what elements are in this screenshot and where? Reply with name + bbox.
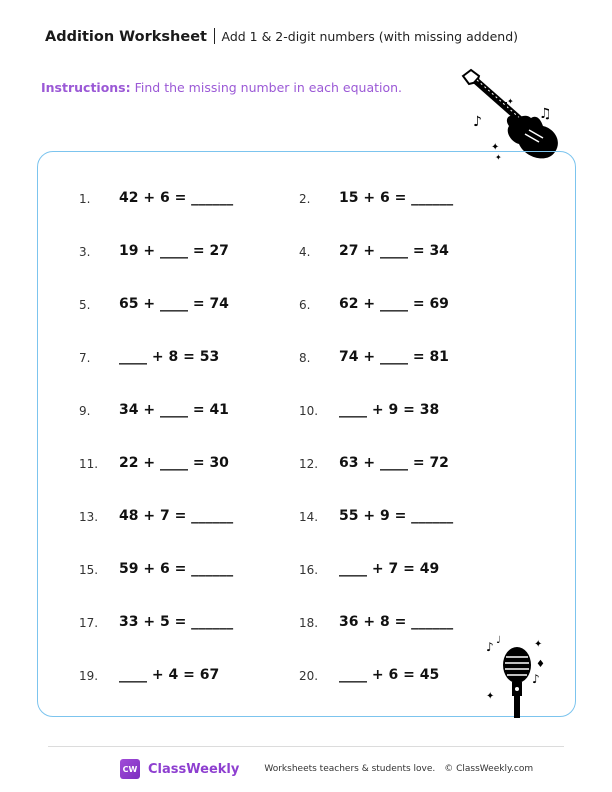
problem-number: 15. [79,563,99,577]
svg-text:♪: ♪ [486,640,494,654]
problem-equation: 34 + ____ = 41 [119,402,229,418]
worksheet-title: Addition Worksheet [45,29,207,45]
problem-equation: 62 + ____ = 69 [339,296,449,312]
svg-text:♦: ♦ [536,659,545,670]
problem-number: 14. [299,510,319,524]
problem-equation: 33 + 5 = ______ [119,614,234,630]
problem-number: 8. [299,351,311,365]
problem-equation: 59 + 6 = ______ [119,561,234,577]
problem-number: 3. [79,245,91,259]
problem-equation: 65 + ____ = 74 [119,296,229,312]
problem-equation: 74 + ____ = 81 [339,349,449,365]
footer-copyright: © ClassWeekly.com [444,764,534,774]
problem-number: 10. [299,404,319,418]
problem-equation: 22 + ____ = 30 [119,455,229,471]
problem-equation: 42 + 6 = ______ [119,190,234,206]
problem-equation: 19 + ____ = 27 [119,243,229,259]
problem-number: 12. [299,457,319,471]
microphone-icon [482,633,552,718]
svg-text:✦: ✦ [491,142,500,153]
problem-equation: 55 + 9 = ______ [339,508,454,524]
instructions-label: Instructions: [41,80,131,95]
problem-equation: ____ + 4 = 67 [119,667,220,683]
problem-equation: ____ + 9 = 38 [339,402,440,418]
svg-text:✦: ✦ [534,639,543,650]
problem-equation: 36 + 8 = ______ [339,614,454,630]
classweekly-logo-icon: CW [120,759,140,779]
svg-text:♪: ♪ [473,114,482,130]
footer-tagline: Worksheets teachers & students love. [264,764,436,774]
problem-number: 4. [299,245,311,259]
instructions [41,80,402,95]
brand-name: ClassWeekly [148,761,240,777]
svg-text:♪: ♪ [532,672,540,686]
problem-equation: 15 + 6 = ______ [339,190,454,206]
problem-number: 16. [299,563,319,577]
footer [120,759,533,779]
problem-number: 17. [79,616,99,630]
problem-number: 7. [79,351,91,365]
problem-number: 11. [79,457,99,471]
problem-number: 5. [79,298,91,312]
problem-number: 19. [79,669,99,683]
problem-number: 18. [299,616,319,630]
svg-text:✦: ✦ [486,691,495,702]
problem-number: 9. [79,404,91,418]
problem-number: 13. [79,510,99,524]
svg-text:♩: ♩ [496,635,501,646]
problem-number: 6. [299,298,311,312]
worksheet-header [45,28,518,45]
worksheet-subtitle: Add 1 & 2-digit numbers (with missing addend) [221,29,519,44]
title-divider [214,28,216,44]
problem-equation: 48 + 7 = ______ [119,508,234,524]
svg-text:♫: ♫ [539,106,552,122]
problem-number: 1. [79,192,91,206]
problem-equation: 63 + ____ = 72 [339,455,449,471]
svg-text:✦: ✦ [495,153,502,162]
svg-text:✦: ✦ [507,97,514,106]
problem-equation: ____ + 7 = 49 [339,561,440,577]
problem-equation: ____ + 8 = 53 [119,349,220,365]
instructions-text: Find the missing number in each equation. [134,80,403,95]
problem-number: 20. [299,669,319,683]
problem-number: 2. [299,192,311,206]
footer-divider [48,746,564,747]
problem-equation: ____ + 6 = 45 [339,667,440,683]
problem-equation: 27 + ____ = 34 [339,243,449,259]
